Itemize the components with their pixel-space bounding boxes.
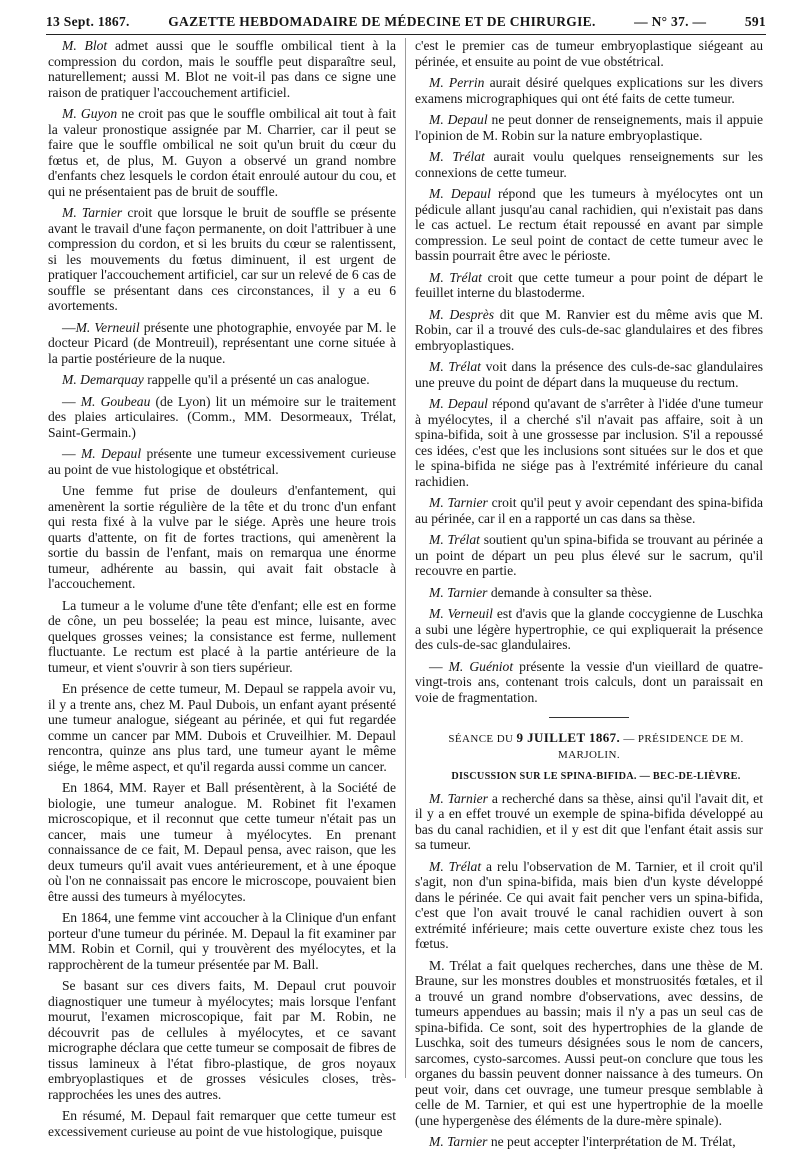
speaker-name: M. Tarnier — [429, 1134, 488, 1149]
speaker-name: M. Depaul — [429, 112, 488, 127]
paragraph-text: Une femme fut prise de douleurs d'enfantement, qui amenèrent la sortie régulière de la tête et du tronc d'un enfant qui resta fixé à la vulve par le siége. Après une heure trois quarts d'attente, on fit de fortes tractions, qui amenèrent la sortie du bassin de l'enfant, mais on remarqua une énorme tumeur, adhérente au bassin, qui avait fait obstacle à l'accouchement. — [48, 483, 396, 591]
seance-heading: SÉANCE DU 9 JUILLET 1867. — PRÉSIDENCE DE M. MARJOLIN. — [448, 730, 744, 761]
paragraph — [48, 38, 396, 100]
speaker-name: M. Guéniot — [448, 658, 514, 674]
speaker-name: M. Depaul — [429, 396, 488, 411]
paragraph-text: En résumé, M. Depaul fait remarquer que cette tumeur est excessivement curieuse au point de vue histologique, puisque — [48, 1108, 396, 1139]
paragraph-dash: — — [429, 658, 449, 674]
paragraph — [48, 205, 396, 314]
header-page-number: 591 — [744, 14, 766, 29]
paragraph — [48, 598, 396, 676]
paragraph — [415, 112, 763, 143]
speaker-name: M. Tarnier — [429, 790, 488, 806]
discussion-heading: DISCUSSION SUR LE SPINA-BIFIDA. — BEC-DE-LIÈVRE. — [451, 771, 741, 782]
left-column — [48, 38, 396, 1145]
paragraph — [48, 483, 396, 592]
paragraph-dash: — — [62, 393, 81, 409]
paragraph — [415, 270, 763, 301]
paragraph-text: ne peut accepter l'interprétation de M. Trélat, — [487, 1134, 736, 1149]
paragraph — [48, 1108, 396, 1139]
paragraph-text: Se basant sur ces divers faits, M. Depaul crut pouvoir diagnostiquer une tumeur à myélocytes; mais lorsque l'enfant mourut, l'examen microscopique, fait par M. Robin, ne découvrit pas de cellules à myélocytes, et ce savant micrographe déclara que cette tumeur se composait de fibres de tissus lamineux à l'état fibro-plastique, de gros noyaux embryoplastiques et de grosses vésicules closes, très-rapprochées les unes des autres. — [48, 978, 396, 1102]
paragraph-text: a recherché dans sa thèse, ainsi qu'il l'avait dit, et il y a en effet trouvé un exemple de spina-bifida développé au bas du canal rachidien, et il y est dit que l'enfant était assis sur sa tumeur. — [415, 790, 763, 852]
paragraph-text: présente la vessie d'un vieillard de quatre-vingt-trois ans, contenant trois calculs, dont un paraissait en voie de fragmentation. — [415, 658, 763, 705]
paragraph — [415, 149, 763, 180]
section-separator — [549, 717, 629, 718]
paragraph — [415, 75, 763, 106]
right-column-bottom — [415, 791, 763, 1150]
paragraph-text: croit qu'il peut y avoir cependant des spina-bifida au périnée, car il en a rapporté un cas dans sa thèse. — [415, 495, 763, 526]
speaker-name: M. Demarquay — [62, 372, 144, 387]
speaker-name: M. Trélat — [429, 149, 485, 164]
speaker-name: M. Guyon — [62, 106, 118, 121]
speaker-name: M. Depaul — [80, 446, 142, 461]
paragraph-text: voit dans la présence des culs-de-sac glandulaires une preuve du point de départ dans la muqueuse du rectum. — [415, 359, 763, 390]
paragraph — [48, 372, 396, 388]
speaker-name: M. Verneuil — [75, 319, 140, 335]
paragraph — [415, 359, 763, 390]
paragraph-text: dit que M. Ranvier est du même avis que M. Robin, car il a trouvé des culs-de-sac glandulaires et des fibres embryoplastiques. — [415, 306, 763, 353]
header-issue: — N° 37. — — [634, 14, 707, 29]
paragraph — [48, 106, 396, 199]
speaker-name: M. Trélat — [429, 269, 482, 285]
paragraph — [415, 396, 763, 489]
header-title: GAZETTE HEBDOMADAIRE DE MÉDECINE ET DE CHIRURGIE. — [168, 14, 596, 29]
right-column-top — [415, 38, 763, 705]
paragraph-text: a relu l'observation de M. Tarnier, et il croit qu'il s'agit, non d'un spina-bifida, mais bien d'un kyste développé dans le périnée. Ce qui avait fait pencher vers un spina-bifida, c'est que l'on avait trouvé le canal rachidien ouvert à son extrémité inférieure; mais cette ouverture existe chez tous les fœtus. — [415, 858, 763, 951]
paragraph-text: croit que cette tumeur a pour point de départ le feuillet interne du blastoderme. — [415, 269, 763, 300]
speaker-name: M. Depaul — [429, 186, 491, 201]
speaker-name: M. Desprès — [429, 306, 495, 322]
speaker-name: M. Trélat — [429, 359, 481, 374]
paragraph-text: En présence de cette tumeur, M. Depaul se rappela avoir vu, il y a trente ans, chez M. Paul Dubois, un enfant ayant présenté une tumeur analogue, siégeant au périnée, et qui fut regardée comme un cancer par MM. Dubois et Cruveilhier. M. Depaul rencontra, quinze ans plus tard, une tumeur ayant le même siége, le même aspect, et qu'il regarda aussi comme un cancer. — [48, 681, 396, 774]
paragraph-text: M. Trélat a fait quelques recherches, dans une thèse de M. Braune, sur les monstres doubles et monstruosités fœtales, et il a trouvé un grand nombre d'observations, avec dessins, de tumeurs appendues au bassin; mais il n'y a pas un seul cas de spina-bifida. Ce sont, soit des hypertrophies de la glande de Luschka, soit des tumeurs désignées sous le nom de cancers, sarcomes, cysto-sarcomes. Aussi peut-on conclure que tous les organes du bassin peuvent donner naissance à des tumeurs. On peut voir, dans cet ouvrage, une tumeur presque semblable à celle de M. Tarnier, et qui est une hypertrophie de la moelle (une hypergenèse des éléments de la dure-mère spinale). — [415, 957, 763, 1128]
paragraph — [415, 859, 763, 952]
paragraph — [48, 910, 396, 972]
paragraph — [415, 659, 763, 706]
speaker-name: M. Tarnier — [62, 205, 123, 220]
paragraph — [415, 791, 763, 853]
paragraph-dash: — — [62, 319, 76, 335]
paragraph-text: présente une photographie, envoyée par M. le docteur Picard (de Montreuil), représentant une corne située à la partie postérieure de la nuque. — [48, 319, 396, 366]
right-column — [415, 38, 763, 1156]
paragraph — [415, 1134, 763, 1150]
paragraph — [48, 320, 396, 367]
paragraph — [415, 186, 763, 264]
paragraph — [415, 585, 763, 601]
paragraph-text: croit que lorsque le bruit de souffle se présente avant le travail d'une façon permanente, on doit l'attribuer à une compression du cordon, et si les bruits du cœur se ralentissent, si les mouvements du fœtus diminuent, il est urgent de pratiquer l'accouchement artificiel, car sur un relevé de 6 cas de souffle se présentant dans ces circonstances, il y a eu 6 avortements. — [48, 205, 396, 313]
paragraph-text: présente une tumeur excessivement curieuse au point de vue histologique et obstétrical. — [48, 446, 396, 477]
paragraph — [48, 681, 396, 774]
speaker-name: M. Perrin — [429, 75, 485, 90]
paragraph-text: rappelle qu'il a présenté un cas analogue. — [143, 372, 370, 387]
speaker-name: M. Trélat — [429, 858, 482, 874]
paragraph-text: aurait désiré quelques explications sur les divers examens micrographiques qui ont été faits de cette tumeur. — [415, 75, 763, 106]
paragraph — [48, 780, 396, 904]
column-divider — [405, 38, 406, 1078]
seance-date: 9 JUILLET 1867. — [516, 730, 621, 745]
paragraph-text: La tumeur a le volume d'une tête d'enfant; elle est en forme de cône, un peu bosselée; la peau est mince, luisante, avec quelques grosses veines; la consistance est ferme, nullement fluctuante. Le rectum est placé à la partie antérieure de la tumeur, et vient s'ouvrir à son tiers supérieur. — [48, 597, 396, 675]
paragraph — [415, 606, 763, 653]
paragraph — [415, 532, 763, 579]
paragraph-text: répond qu'avant de s'arrêter à l'idée d'une tumeur à myélocytes, il a cherché s'il n'avait pas affaire, soit à un spina-bifida, soit à une grossesse par inclusion. S'il a repoussé ces idées, c'est que les inclusions sont situées sur le dos et que le spina-bifida ne siége pas à l'extrémité inférieure du canal rachidien. — [415, 396, 763, 489]
paragraph-text: aurait voulu quelques renseignements sur les connexions de cette tumeur. — [415, 149, 763, 180]
paragraph-text: En 1864, MM. Rayer et Ball présentèrent, à la Société de biologie, une tumeur analogue. M. Robinet fit l'examen microscopique, et il reconnut que cette tumeur n'était pas un cancer, mais une tumeur à myélocytes. En prenant connaissance de ce fait, M. Depaul pensa, avec raison, que les deux tumeurs qu'il avait vues antérieurement, et à une époque où l'on ne connaissait pas encore le microscope, pouvaient bien être aussi des tumeurs à myélocytes. — [48, 780, 396, 904]
speaker-name: M. Tarnier — [429, 495, 488, 510]
paragraph — [415, 958, 763, 1129]
paragraph-dash: — — [62, 446, 81, 461]
speaker-name: M. Trélat — [429, 532, 480, 547]
speaker-name: M. Goubeau — [80, 393, 151, 409]
paragraph-text: En 1864, une femme vint accoucher à la Clinique d'un enfant porteur d'une tumeur du périnée. M. Depaul la fit examiner par MM. Robin et Cornil, qui y trouvèrent des myélocytes, et la rapprochèrent de la tumeur présentée par M. Ball. — [48, 910, 396, 972]
speaker-name: M. Verneuil — [429, 606, 493, 621]
page-header — [46, 8, 766, 30]
paragraph-text: soutient qu'un spina-bifida se trouvant au périnée a un point de départ un peu plus élevé sur le sacrum, qu'il recouvre en partie. — [415, 532, 763, 578]
paragraph-text: demande à consulter sa thèse. — [487, 584, 652, 600]
paragraph-text: c'est le premier cas de tumeur embryoplastique siégeant au périnée, et ensuite au point de vue obstétrical. — [415, 38, 763, 69]
paragraph-text: répond que les tumeurs à myélocytes ont un pédicule allant jusqu'au canal rachidien, qui n'existait pas dans le cas actuel. Le rectum était repoussé en avant par simple compression. Le seul point de contact de cette tumeur avec le bassin pourrait être avec le périoste. — [415, 186, 763, 263]
paragraph-text: est d'avis que la glande coccygienne de Luschka a subi une légère hypertrophie, ce qui expliquerait la présence des culs-de-sac glandulaires. — [415, 606, 764, 652]
paragraph — [48, 446, 396, 477]
paragraph — [48, 978, 396, 1102]
paragraph-text: (de Lyon) lit un mémoire sur le traitement des plaies articulaires. (Comm., MM. Desormeaux, Trélat, Saint-Germain.) — [48, 393, 396, 440]
paragraph — [415, 495, 763, 526]
paragraph — [415, 307, 763, 354]
header-rule — [46, 34, 766, 35]
speaker-name: M. Tarnier — [429, 584, 488, 600]
paragraph — [415, 38, 763, 69]
paragraph-text: ne croit pas que le souffle ombilical ait tout à fait la valeur pronostique assignée par M. Charrier, car il peut se faire que le souffle ombilical ne soit qu'un bruit du cœur du fœtus et, de plus, M. Guyon a observé un grand nombre d'enfants chez lesquels le cordon était enroulé autour du cou, et qui ne présentaient pas de bruit de souffle. — [48, 106, 396, 199]
header-date: 13 Sept. 1867. — [46, 14, 130, 29]
paragraph — [48, 394, 396, 441]
paragraph-text: admet aussi que le souffle ombilical tient à la compression du cordon, mais le souffle peut disparaître seul, naturellement; aussi M. Blot ne voit-il pas dans ce signe une raison de pratiquer l'accouchement artificiel. — [48, 38, 396, 100]
paragraph-text: ne peut donner de renseignements, mais il appuie l'opinion de M. Robin sur la nature embryoplastique. — [415, 112, 764, 143]
speaker-name: M. Blot — [62, 38, 108, 53]
